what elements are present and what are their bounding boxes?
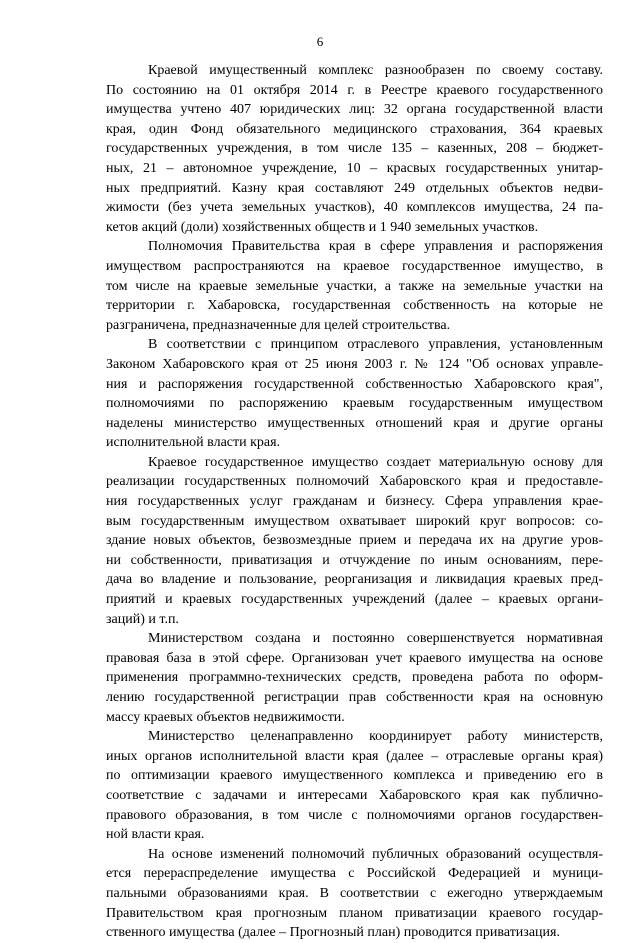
text-line: территории г. Хабаровска, государственная собственность на которые не (106, 298, 603, 314)
text-line: применения программно-технических средств, проведена работа по оформ- (106, 670, 603, 686)
text-line: Краевой имущественный комплекс разнообразен по своему составу. (148, 63, 603, 78)
text-line: ной власти края. (106, 827, 205, 843)
text-line: ется перераспределение имущества с Российской Федерацией и муници- (106, 866, 603, 882)
text-line: реализации государственных полномочий Хабаровского края и предоставле- (106, 474, 603, 490)
text-line: ных, 21 – автономное учреждение, 10 – красвых государственных унитар- (106, 160, 603, 176)
text-line: Министерством создана и постоянно совершенствуется нормативная (148, 631, 603, 647)
text-line: На основе изменений полномочий публичных образований осуществля- (148, 846, 603, 862)
text-line: Законом Хабаровского края от 25 июня 2003 г. № 124 "Об основах управле- (106, 356, 603, 372)
text-line: заций) и т.п. (106, 611, 179, 627)
text-line: По состоянию на 01 октября 2014 г. в Реестре краевого государственного (106, 82, 603, 98)
text-line: приятий и краевых государственных учреждений (далее – краевых органи- (106, 592, 603, 608)
text-line: вым государственным имуществом охватывает широкий круг вопросов: со- (106, 513, 603, 529)
text-line: Полномочия Правительства края в сфере управления и распоряжения (148, 239, 603, 255)
text-line: том числе на краевые земельные участки, а также на земельные участки на (106, 278, 603, 294)
text-line: Краевое государственное имущество создает материальную основу для (148, 454, 603, 470)
text-line: правовая база в этой сфере. Организован учет краевого имущества на основе (106, 650, 603, 666)
text-line: иных органов исполнительной власти края (далее – отраслевые органы края) (106, 748, 603, 764)
document-body (106, 61, 603, 943)
text-line: наделены министерство имущественных отношений края и другие органы (106, 415, 603, 431)
text-line: В соответствии с принципом отраслевого управления, установленным (148, 337, 603, 353)
text-line: полномочиями по распоряжению краевым государственным имуществом (106, 396, 603, 412)
text-line: имуществом распространяются на краевое государственное имущество, в (106, 258, 603, 274)
text-line: края, один Фонд обязательного медицинского страхования, 364 краевых (106, 121, 603, 137)
paragraph (106, 335, 603, 453)
text-line: ственного имущества (далее – Прогнозный план) проводится приватизация. (106, 925, 560, 941)
text-line: ния и распоряжения государственной собственностью Хабаровского края", (106, 376, 603, 392)
text-line: лению государственной регистрации прав собственности края на основную (106, 690, 603, 705)
paragraph (106, 61, 603, 237)
text-line: здание новых объектов, безвозмездные прием и передача их на другие уров- (106, 533, 603, 549)
text-line: исполнительной власти края. (106, 435, 281, 451)
text-line: имущества учтено 407 юридических лиц: 32 органа государственной власти (106, 102, 603, 118)
text-line: по оптимизации краевого имущественного комплекса и приведению его в (106, 768, 603, 784)
text-line: ных предприятий. Казну края составляют 249 отдельных объектов недви- (106, 180, 603, 196)
text-line: пальными образованиями края. В соответствии с ежегодно утверждаемым (106, 885, 603, 901)
paragraph (106, 727, 603, 845)
text-line: государственных учреждения, в том числе 135 – казенных, 208 – бюджет- (106, 141, 603, 157)
paragraph (106, 237, 603, 335)
text-line: ния государственных услуг гражданам и бизнесу. Сфера управления крае- (106, 494, 603, 510)
text-line: дача во владение и пользование, реорганизация и ликвидация краевых пред- (106, 572, 603, 588)
text-line: Министерство целенаправленно координирует работу министерств, (148, 729, 603, 745)
text-line: массу краевых объектов недвижимости. (106, 709, 345, 725)
paragraph (106, 453, 603, 629)
paragraph (106, 845, 603, 943)
paragraph (106, 629, 603, 727)
text-line: кетов акций (доли) хозяйственных обществ и 1 940 земельных участков. (106, 219, 539, 235)
text-line: разграничена, предназначенные для целей строительства. (106, 317, 451, 333)
text-line: Правительством края прогнозным планом приватизации краевого государ- (106, 905, 603, 921)
text-line: соответствие с задачами и интересами Хабаровского края как публично- (106, 787, 603, 803)
text-line: правового образования, в том числе с полномочиями органов государствен- (106, 807, 603, 823)
page-number: 6 (316, 34, 324, 49)
text-line: жимости (без учета земельных участков), 40 комплексов имущества, 24 па- (106, 200, 603, 216)
text-line: ни собственности, приватизация и отчуждение по иным основаниям, пере- (106, 552, 603, 568)
